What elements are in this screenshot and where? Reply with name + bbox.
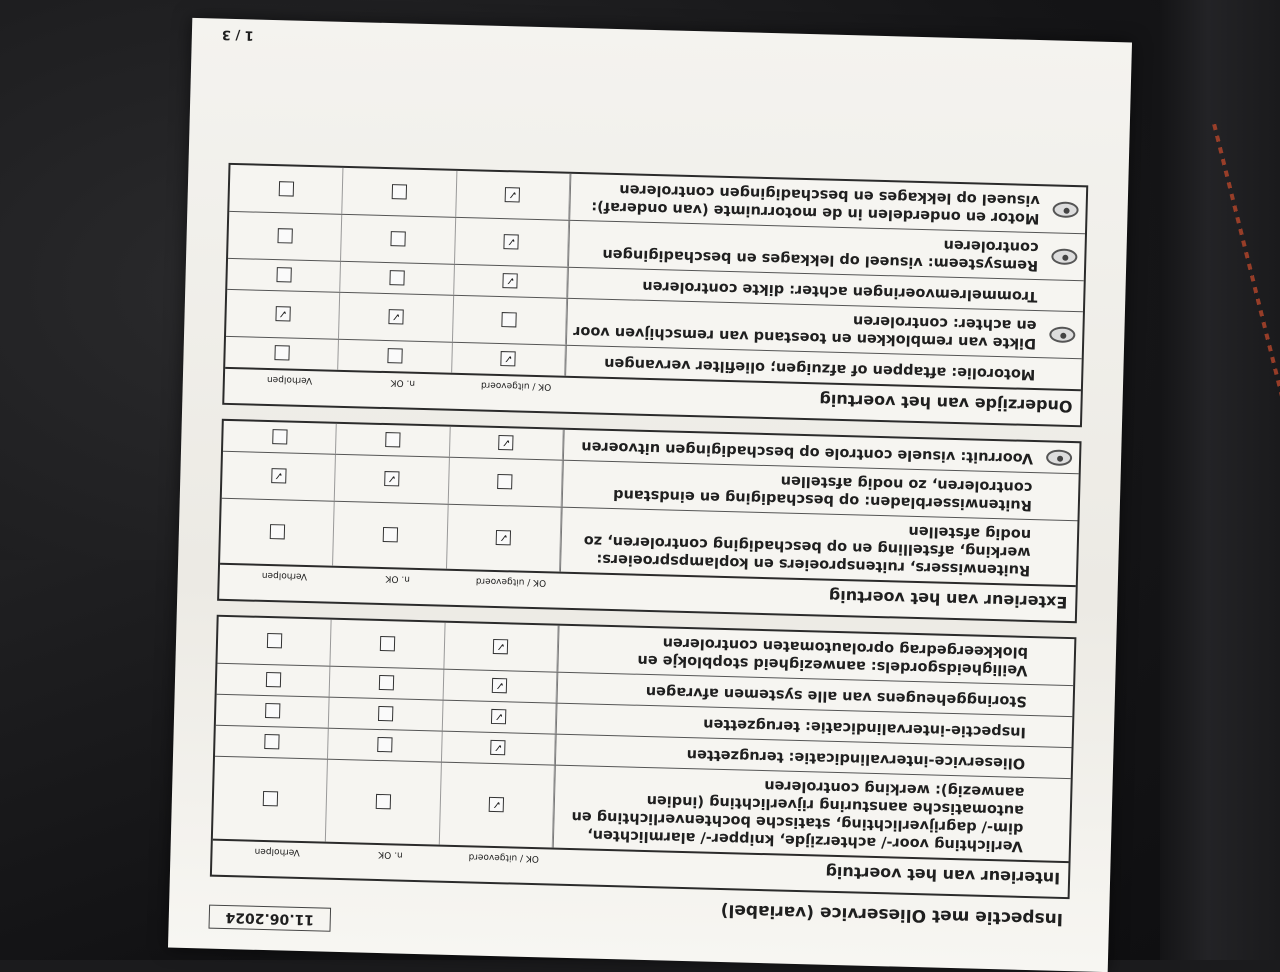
checklist-item-text: Dikte van remblokken en toestand van remschijven voor en achter: controleren [566,299,1043,357]
checkbox-cell [216,695,330,728]
checked-checkbox[interactable] [271,469,286,484]
checklist-item-text: Motor en onderdelen in de motorruimte (van onderaf): visueel op lekkages en beschadigingen controleren [569,174,1046,232]
checklist-item-text: Olieservice-intervalindicatie: terugzetten [555,735,1032,777]
checkbox-cell [331,620,445,669]
checkbox-cell [339,293,453,342]
checkbox-cell [222,452,336,501]
checklist-item-text: Motorolie: aftappen of afzuigen; oliefilter vervangen [565,346,1042,388]
row-marker [1041,358,1082,389]
checkbox-cell [227,259,341,292]
row-marker [1036,520,1078,585]
row-marker [1045,186,1086,233]
checklist-item-text: Remsysteem: visueel op lekkages en beschadigingen controleren [568,221,1045,279]
checked-checkbox[interactable] [388,310,403,325]
checklist-section [210,615,1077,899]
checkbox-cell [343,168,457,217]
page-number: 1 / 3 [221,26,254,43]
checkbox-cell [455,218,569,267]
checklist-section [222,163,1088,427]
checked-checkbox[interactable] [503,274,518,289]
checklist-item-text: Trommelremvoeringen achter: dikte controleren [567,268,1044,310]
checklist-item-text: Inspectie-intervalindicatie: terugzetten [556,704,1033,746]
checkbox-cell [220,499,335,566]
checkbox-cell [444,623,558,672]
checkbox-cell [228,212,342,261]
empty-checkbox[interactable] [379,675,394,690]
empty-checkbox[interactable] [387,349,402,364]
empty-checkbox[interactable] [266,673,281,688]
checkbox-cell [452,343,566,376]
row-marker [1038,473,1079,520]
empty-checkbox[interactable] [390,232,405,247]
section-title: Exterieur van het voertuig [828,586,1068,612]
empty-checkbox[interactable] [502,313,517,328]
checkbox-group [217,617,558,672]
checkbox-group [220,499,562,572]
checked-checkbox[interactable] [498,436,513,451]
row-marker [1032,716,1073,747]
column-header: Verholpen [254,845,300,857]
checked-checkbox[interactable] [505,188,520,203]
checkbox-group [228,212,569,267]
checkbox-cell [330,667,444,700]
empty-checkbox[interactable] [277,229,292,244]
checklist-section [217,419,1081,623]
column-header: n. OK [385,573,411,584]
checked-checkbox[interactable] [384,472,399,487]
row-marker [1031,747,1072,778]
row-marker [1042,311,1083,358]
row-marker [1032,685,1073,716]
column-header: Verholpen [266,373,313,386]
checkbox-cell [329,698,443,731]
checkbox-cell [439,763,554,848]
document-title: Inspectie met Olieservice (variabel) [720,899,1064,929]
empty-checkbox[interactable] [377,737,392,752]
sections-container [210,163,1088,899]
row-marker [1039,442,1080,473]
visual-check-icon [1049,326,1075,343]
empty-checkbox[interactable] [272,430,287,445]
checkbox-cell [447,505,562,572]
section-title: Interieur van het voertuig [825,862,1061,888]
column-header: OK / uitgevoerd [475,575,547,588]
column-header: n. OK [390,377,416,388]
row-marker [1029,778,1071,861]
visual-check-icon [1046,449,1072,466]
checkbox-cell [442,732,556,765]
column-header: OK / uitgevoerd [468,851,540,864]
checkbox-cell [341,215,455,264]
checklist-item-text: Verlichting voor-/ achterzijde, knipper-/ alarmlichten, dim-/ dagrijverlichting, statische bochtenverlichting en automatische aansturing rijverlichting (indien aanwezig): werking controleren [553,766,1031,860]
empty-checkbox[interactable] [264,734,279,749]
checkbox-cell [225,337,339,370]
checkbox-cell [456,171,570,220]
checkbox-cell [341,262,455,295]
empty-checkbox[interactable] [376,794,391,809]
checklist-item-text: Ruitenwissers, ruitensproeiers en koplampsproeiers: werking, afstelling en op beschadiging controleren, zo nodig afstellen [560,508,1038,584]
checkbox-cell [336,424,450,457]
column-header: n. OK [378,849,403,860]
checklist-item-text: Voorruit: visuele controle op beschadigingen uitvoeren [563,430,1040,472]
checked-checkbox[interactable] [501,352,516,367]
checkbox-cell [450,427,564,460]
checked-checkbox[interactable] [492,678,507,693]
row-marker [1043,280,1084,311]
checkbox-cell [213,757,328,842]
checkbox-cell [454,265,568,298]
checkbox-cell [333,502,448,569]
checked-checkbox[interactable] [275,307,290,322]
row-marker [1044,233,1085,280]
empty-checkbox[interactable] [383,528,398,543]
checkbox-cell [217,617,331,666]
section-title: Onderzijde van het voertuig [819,390,1073,417]
checklist-item-text: Veiligheidsgordels: aanwezigheid stopblokje en blokkeergedrag oprolautomaten controleren [557,626,1034,684]
checkbox-cell [226,290,340,339]
checked-checkbox[interactable] [490,740,505,755]
checkbox-group [222,452,563,507]
checkbox-cell [443,670,557,703]
checked-checkbox[interactable] [491,709,506,724]
date-field: 11.06.2024 [208,905,331,932]
checked-checkbox[interactable] [496,530,511,545]
checkbox-group [226,290,567,345]
column-header: OK / uitgevoerd [480,379,552,392]
empty-checkbox[interactable] [378,706,393,721]
visual-check-icon [1051,248,1077,265]
checkbox-cell [217,664,331,697]
checkbox-cell [453,296,567,345]
empty-checkbox[interactable] [380,636,395,651]
empty-checkbox[interactable] [276,268,291,283]
column-header: Verholpen [261,569,308,582]
empty-checkbox[interactable] [389,271,404,286]
checkbox-cell [339,340,453,373]
row-marker [1033,638,1074,685]
empty-checkbox[interactable] [269,525,284,540]
checked-checkbox[interactable] [504,235,519,250]
empty-checkbox[interactable] [497,475,512,490]
empty-checkbox[interactable] [262,791,277,806]
empty-checkbox[interactable] [385,433,400,448]
visual-check-icon [1052,201,1078,218]
empty-checkbox[interactable] [267,634,282,649]
checkbox-cell [229,165,343,214]
checklist-item-text: Ruitenwisserbladen: op beschadiging en eindstand controleren, zo nodig afstellen [562,461,1039,519]
checkbox-cell [442,701,556,734]
empty-checkbox[interactable] [274,346,289,361]
empty-checkbox[interactable] [392,185,407,200]
checkbox-cell [448,458,562,507]
checkbox-cell [335,455,449,504]
checkbox-cell [326,760,441,845]
checkbox-group [213,757,555,848]
inspection-sheet [168,18,1132,972]
checkbox-cell [223,421,337,454]
checkbox-group [229,165,570,220]
checklist-item-text: Storinggeheugens van alle systemen afvragen [557,673,1034,715]
checked-checkbox[interactable] [493,639,508,654]
checked-checkbox[interactable] [489,797,504,812]
checkbox-cell [328,729,442,762]
empty-checkbox[interactable] [278,182,293,197]
checkbox-cell [215,726,329,759]
empty-checkbox[interactable] [265,703,280,718]
